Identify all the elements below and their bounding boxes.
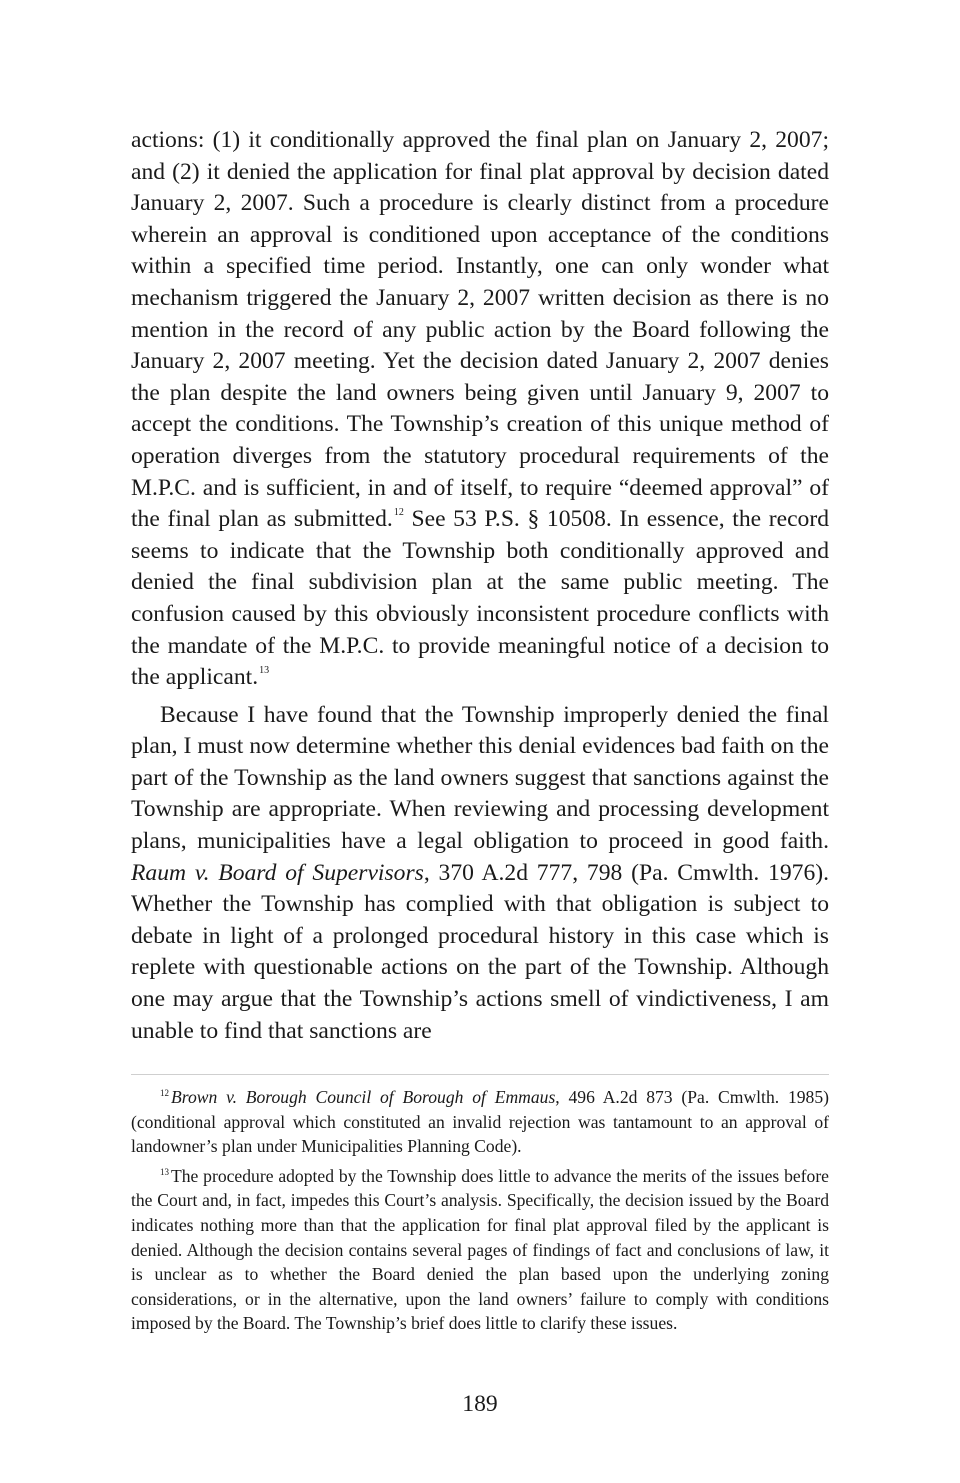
paragraph-1-text-a: actions: (1) it conditionally approved the final plan on January 2, 2007; and (2) it denied the application for final plat approval by decision dated January 2, 2007. Such a procedure is clearly distinct from a procedure wherein an approval is conditioned upon acceptance of the conditions within a specified time period. Instantly, one can only wonder what mechanism triggered the January 2, 2007 written decision as there is no mention in the record of any public action by the Board following the January 2, 2007 meeting. Yet the decision dated January 2, 2007 denies the plan despite the land owners being given until January 9, 2007 to accept the conditions. The Township’s creation of this unique method of operation diverges from the statutory procedural requirements of the M.P.C. and is sufficient, in and of itself, to require “deemed approval” of the final plan as submitted.: [131, 127, 829, 533]
footnote-12: [131, 1085, 829, 1159]
paragraph-2-text-b: , 370 A.2d 777, 798 (Pa. Cmwlth. 1976). Whether the Township has complied with that obligation is subject to debate in light of a prolonged procedural history in this case which is replete with questionable actions on the part of the Township. Although one may argue that the Township’s actions smell of vindictiveness, I am unable to find that sanctions are: [131, 859, 829, 1044]
footnote-ref-12[interactable]: 12: [393, 507, 404, 519]
footnote-ref-13[interactable]: 13: [259, 665, 270, 677]
paragraph-2: [131, 700, 829, 1048]
footnote-12-text: , 496 A.2d 873 (Pa. Cmwlth. 1985) (conditional approval which constituted an invalid rejection was tantamount to an approval of landowner’s plan under Municipalities Planning Code).: [131, 1087, 829, 1157]
paragraph-1-text-b: See 53 P.S. § 10508. In essence, the record seems to indicate that the Township both conditionally approved and denied the final subdivision plan at the same public meeting. The confusion caused by this obviously inconsistent procedure conflicts with the mandate of the M.P.C. to provide meaningful notice of a decision to the applicant.: [131, 506, 830, 691]
paragraph-1: [131, 125, 829, 694]
page-number: 189: [462, 1391, 498, 1417]
footnote-12-mark: 12: [160, 1088, 169, 1098]
page-body: [131, 125, 829, 1047]
paragraph-2-text-a: Because I have found that the Township improperly denied the final plan, I must now determine whether this denial evidences bad faith on the part of the Township as the land owners suggest that sanctions against the Township are appropriate. When reviewing and processing development plans, municipalities have a legal obligation to proceed in good faith.: [131, 701, 829, 855]
case-citation-raum: Raum v. Board of Supervisors: [131, 859, 424, 886]
case-citation-brown: Brown v. Borough Council of Borough of Emmaus: [171, 1087, 556, 1107]
footnote-13: [131, 1164, 829, 1336]
footnotes: [131, 1085, 829, 1336]
footnote-divider: [131, 1074, 829, 1075]
footnote-13-mark: 13: [160, 1166, 169, 1177]
opinion-text: [131, 125, 829, 1047]
footnote-13-text: The procedure adopted by the Township does little to advance the merits of the issues before the Court and, in fact, impedes this Court’s analysis. Specifically, the decision issued by the Board indicates nothing more than that the application for final plat approval filed by the applicant is denied. Although the decision contains several pages of findings of fact and conclusions of law, it is unclear as to whether the Board denied the plan based upon the underlying zoning considerations, or in the alternative, upon the land owners’ failure to comply with conditions imposed by the Board. The Township’s brief does little to clarify these issues.: [131, 1165, 829, 1334]
